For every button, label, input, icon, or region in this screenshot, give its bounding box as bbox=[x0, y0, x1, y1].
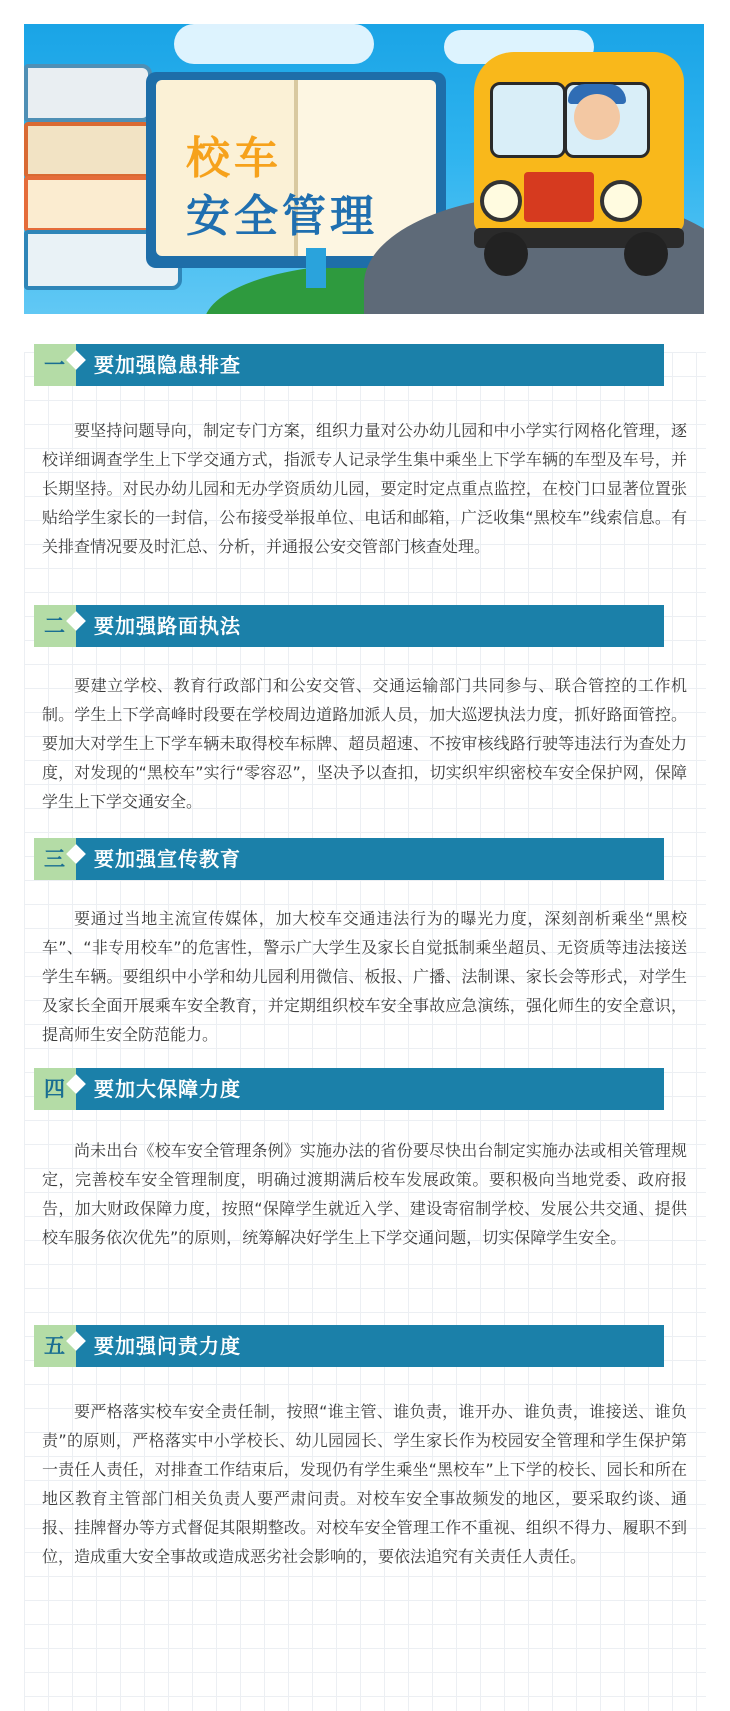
section-number: 四 bbox=[34, 1068, 82, 1110]
section-title: 要加强隐患排查 bbox=[94, 353, 241, 377]
section-number: 三 bbox=[34, 838, 82, 880]
section-heading bbox=[34, 1325, 664, 1367]
section-number: 二 bbox=[34, 605, 82, 647]
banner-title-line1: 校车 bbox=[186, 133, 282, 184]
section-title: 要加强宣传教育 bbox=[94, 847, 241, 871]
school-bus-icon bbox=[454, 32, 694, 282]
section-heading bbox=[34, 838, 664, 880]
section-number: 一 bbox=[34, 344, 82, 386]
section-paragraph: 要坚持问题导向，制定专门方案，组织力量对公办幼儿园和中小学实行网格化管理，逐校详细调查学生上下学交通方式，指派专人记录学生集中乘坐上下学车辆的车型及车号，并长期坚持。对民办幼儿园和无办学资质幼儿园，要定时定点重点监控，在校门口显著位置张贴给学生家长的一封信，公布接受举报单位、电话和邮箱，广泛收集“黑校车”线索信息。有关排查情况要及时汇总、分析，并通报公安交管部门核查处理。 bbox=[42, 421, 687, 556]
article-body bbox=[24, 352, 706, 1711]
banner-title-line2: 安全管理 bbox=[186, 191, 378, 242]
section-title: 要加大保障力度 bbox=[94, 1077, 241, 1101]
section-paragraph: 要建立学校、教育行政部门和公安交管、交通运输部门共同参与、联合管控的工作机制。学生上下学高峰时段要在学校周边道路加派人员，加大巡逻执法力度，抓好路面管控。要加大对学生上下学车辆未取得校车标牌、超员超速、不按审核线路行驶等违法行为查处力度，对发现的“黑校车”实行“零容忍”，坚决予以查扣，切实织牢织密校车安全保护网，保障学生上下学交通安全。 bbox=[42, 676, 687, 811]
section-heading bbox=[34, 605, 664, 647]
section-title: 要加强路面执法 bbox=[94, 614, 241, 638]
section-paragraph: 要通过当地主流宣传媒体，加大校车交通违法行为的曝光力度，深刻剖析乘坐“黑校车”、“非专用校车”的危害性，警示广大学生及家长自觉抵制乘坐超员、无资质等违法接送学生车辆。要组织中小学和幼儿园利用微信、板报、广播、法制课、家长会等形式，对学生及家长全面开展乘车安全教育，并定期组织校车安全事故应急演练，强化师生的安全意识，提高师生安全防范能力。 bbox=[42, 909, 687, 1044]
section-number: 五 bbox=[34, 1325, 82, 1367]
section-paragraph: 要严格落实校车安全责任制，按照“谁主管、谁负责，谁开办、谁负责，谁接送、谁负责”的原则，严格落实中小学校长、幼儿园园长、学生家长作为校园安全管理和学生保护第一责任人责任，对排查工作结束后，发现仍有学生乘坐“黑校车”上下学的校长、园长和所在地区教育主管部门相关负责人要严肃问责。对校车安全事故频发的地区，要采取约谈、通报、挂牌督办等方式督促其限期整改。对校车安全管理工作不重视、组织不得力、履职不到位，造成重大安全事故或造成恶劣社会影响的，要依法追究有关责任人责任。 bbox=[42, 1402, 687, 1566]
banner-image bbox=[24, 24, 704, 314]
section-paragraph: 尚未出台《校车安全管理条例》实施办法的省份要尽快出台制定实施办法或相关管理规定，完善校车安全管理制度，明确过渡期满后校车发展政策。要积极向当地党委、政府报告，加大财政保障力度，按照“保障学生就近入学、建设寄宿制学校、发展公共交通、提供校车服务依次优先”的原则，统筹解决好学生上下学交通问题，切实保障学生安全。 bbox=[42, 1141, 687, 1247]
section-heading bbox=[34, 344, 664, 386]
section-title: 要加强问责力度 bbox=[94, 1334, 241, 1358]
section-heading bbox=[34, 1068, 664, 1110]
